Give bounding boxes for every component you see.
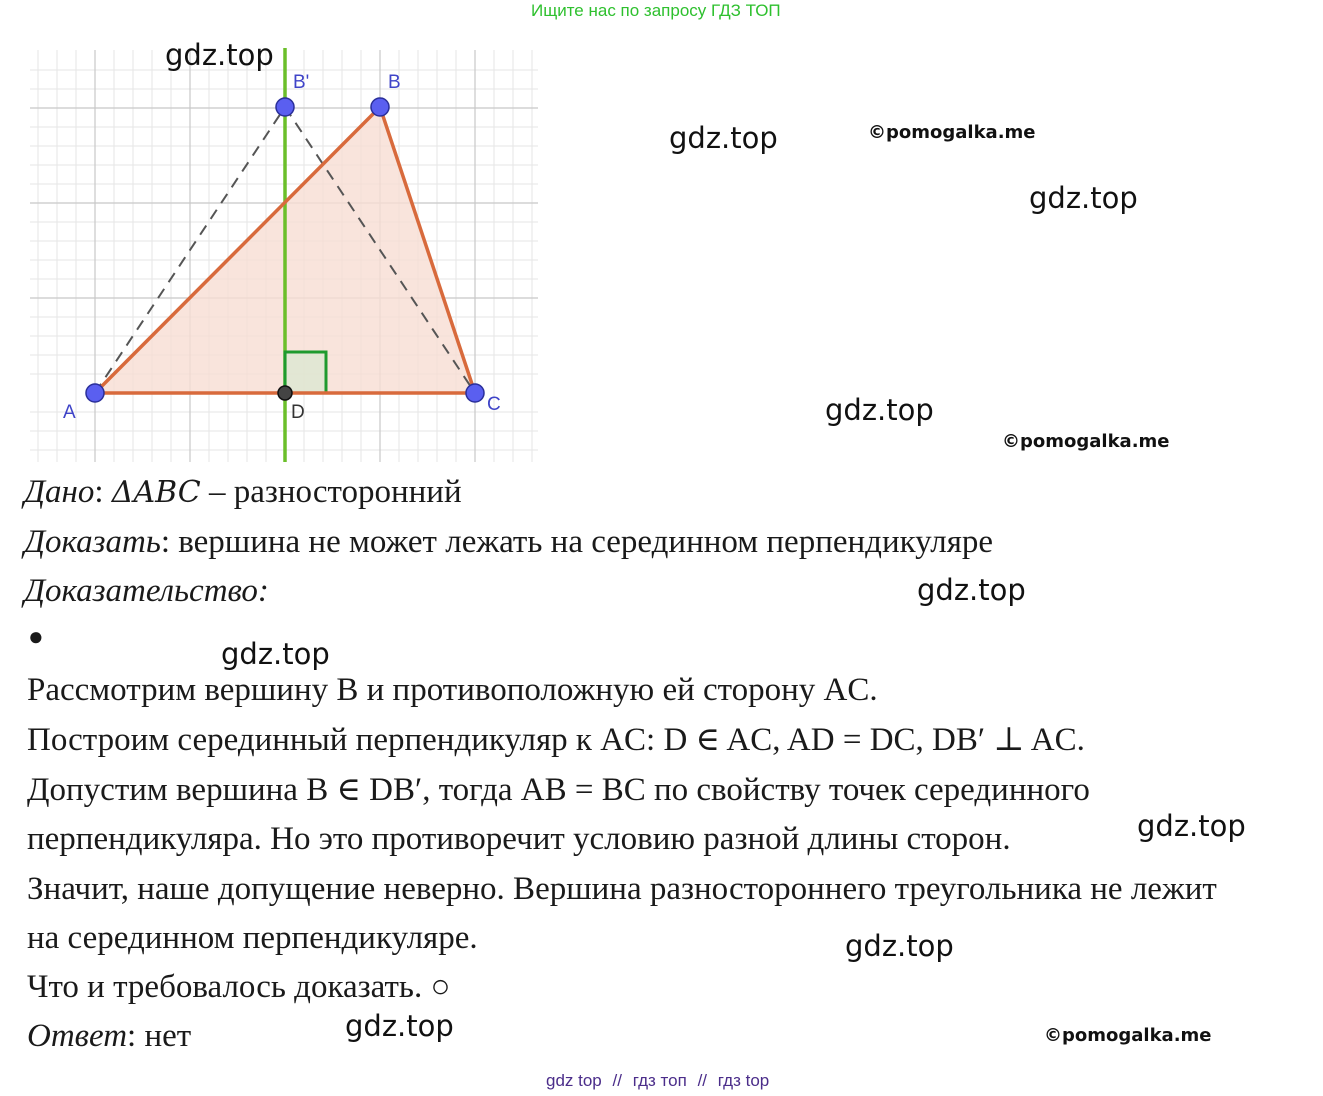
watermark: gdz.top <box>1029 181 1138 215</box>
given-label: Дано <box>24 474 95 510</box>
point-b <box>371 98 389 116</box>
point-bprime <box>276 98 294 116</box>
prove-line <box>24 522 993 562</box>
proof-line-5: Значит, наше допущение неверно. Вершина разностороннего треугольника не лежит <box>27 871 1217 907</box>
answer-label: Ответ <box>27 1018 128 1054</box>
label-b: B <box>388 72 401 93</box>
footer-link-gdz-top-ru[interactable]: гдз топ <box>632 1071 687 1090</box>
top-banner: Ищите нас по запросу ГДЗ ТОП <box>531 1 781 20</box>
bullet: ● <box>28 622 44 651</box>
copyright: ©pomogalka.me <box>1002 431 1170 452</box>
watermark: gdz.top <box>845 929 954 963</box>
proof-line-1: Рассмотрим вершину B и противоположную ей сторону AC. <box>27 672 878 708</box>
proof-line-6: на серединном перпендикуляре. <box>27 920 478 956</box>
geometry-figure <box>0 0 560 470</box>
given-line: Дано: ΔABC – разносторонний <box>24 474 462 510</box>
right-angle-mark <box>285 352 326 393</box>
proof-line-3: Допустим вершина B ∈ DB′, тогда AB = BC по свойству точек серединного <box>27 772 1090 808</box>
proof-label: Доказательство: <box>24 573 269 609</box>
footer <box>546 1071 769 1091</box>
given-math: ΔABC <box>111 475 201 510</box>
watermark: gdz.top <box>165 38 274 72</box>
proof-line-4: перпендикуляра. Но это противоречит условию разной длины сторон. <box>27 821 1011 857</box>
watermark: gdz.top <box>345 1009 454 1043</box>
proof-line-7: Что и требовалось доказать. ○ <box>27 969 451 1005</box>
answer-line <box>27 1016 191 1056</box>
copyright: ©pomogalka.me <box>868 122 1036 143</box>
given-rest: – разносторонний <box>200 474 462 510</box>
label-d: D <box>291 402 305 423</box>
footer-separator: // <box>612 1071 622 1090</box>
watermark: gdz.top <box>669 121 778 155</box>
watermark: gdz.top <box>1137 809 1246 843</box>
point-c <box>466 384 484 402</box>
footer-separator: // <box>697 1071 708 1090</box>
footer-link-gdz-top-mixed[interactable]: гдз top <box>717 1071 770 1090</box>
copyright: ©pomogalka.me <box>1044 1025 1212 1046</box>
prove-rest: : вершина не может лежать на серединном перпендикуляре <box>160 524 994 560</box>
label-bprime: B' <box>293 72 310 93</box>
label-c: C <box>487 394 501 415</box>
proof-line-2: Построим серединный перпендикуляр к AC: D ∈ AC, AD = DC, DB′ ⊥ AC. <box>27 722 1085 758</box>
prove-label: Доказать <box>24 524 161 560</box>
footer-link-gdz-top[interactable]: gdz top <box>546 1071 602 1090</box>
point-d <box>278 386 292 400</box>
point-a <box>86 384 104 402</box>
watermark: gdz.top <box>917 573 1026 607</box>
label-a: A <box>63 402 76 423</box>
watermark: gdz.top <box>825 393 934 427</box>
answer-rest: : нет <box>127 1018 192 1054</box>
watermark: gdz.top <box>221 637 330 671</box>
